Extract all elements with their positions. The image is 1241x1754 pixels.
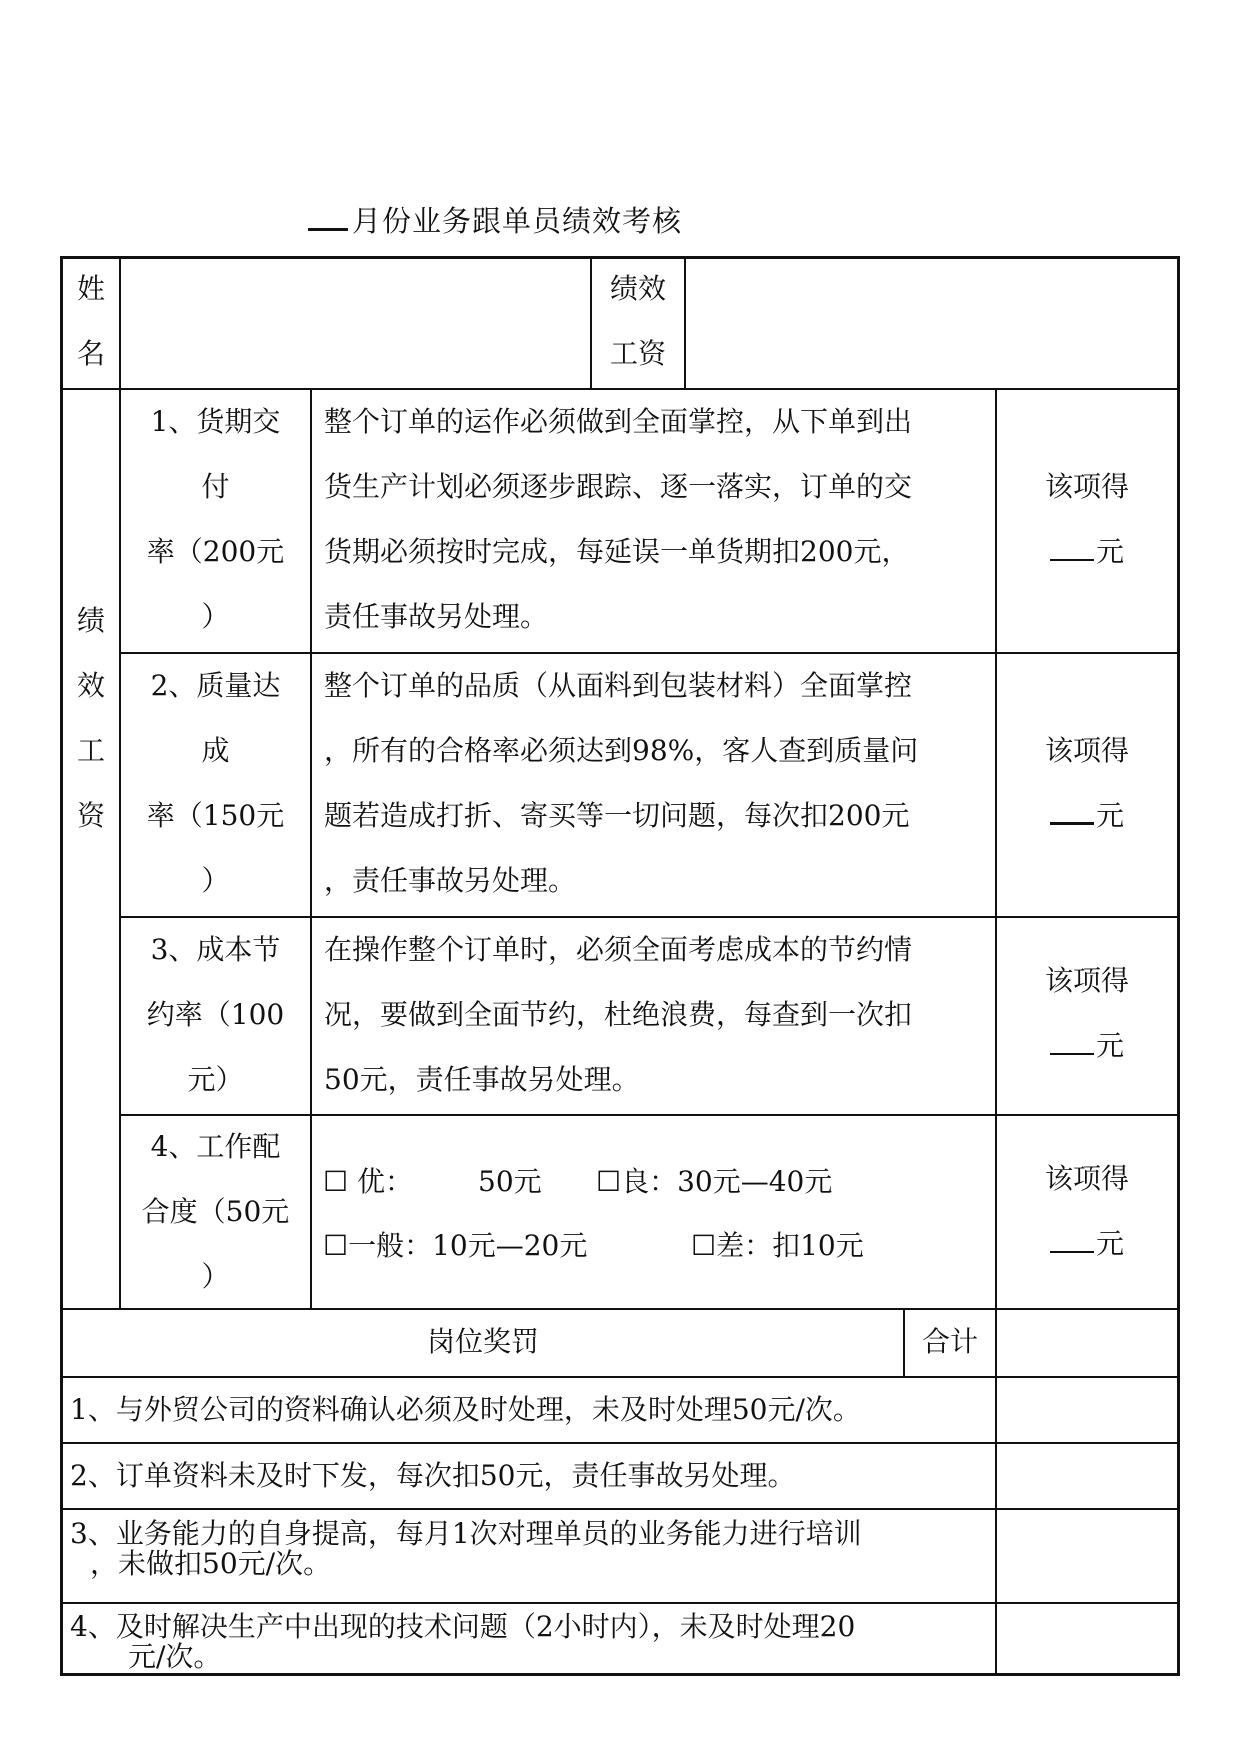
desc-line: 责任事故另处理。 xyxy=(324,600,549,633)
option-average[interactable]: ☐一般：10元—20元 xyxy=(323,1229,588,1262)
item-title-line: ） xyxy=(201,1260,230,1293)
divider xyxy=(60,1508,1180,1510)
reward-row xyxy=(70,1612,990,1672)
divider xyxy=(60,1602,1180,1604)
item-title xyxy=(121,653,310,916)
score-label: 该项得 xyxy=(1044,470,1129,503)
reward-text: 3、业务能力的自身提高，每月1次对理单员的业务能力进行培训 xyxy=(70,1517,862,1550)
item-score xyxy=(997,1146,1177,1278)
reward-row xyxy=(70,1519,990,1599)
salary-label-line: 工资 xyxy=(609,337,666,370)
score-value[interactable] xyxy=(997,519,1177,584)
border-right xyxy=(1177,256,1180,1676)
score-unit: 元 xyxy=(1095,1029,1124,1062)
rewards-header: 岗位奖罚 xyxy=(426,1325,539,1358)
score-label: 该项得 xyxy=(1044,964,1129,997)
border-bottom xyxy=(60,1673,1180,1676)
reward-row xyxy=(70,1377,990,1442)
score-unit: 元 xyxy=(1095,799,1124,832)
section-label-char: 资 xyxy=(76,799,105,832)
reward-text: 元/次。 xyxy=(128,1640,222,1673)
section-label-char: 绩 xyxy=(76,604,105,637)
item-title xyxy=(121,1114,310,1308)
total-field[interactable] xyxy=(997,1309,1177,1376)
item-title-line: ） xyxy=(201,864,230,897)
item-title-line: 4、工作配 xyxy=(150,1130,281,1163)
section-label xyxy=(63,588,119,858)
desc-line: 50元，责任事故另处理。 xyxy=(324,1063,640,1096)
reward-text: 2、订单资料未及时下发，每次扣50元，责任事故另处理。 xyxy=(70,1459,796,1492)
reward-text: 1、与外贸公司的资料确认必须及时处理，未及时处理50元/次。 xyxy=(70,1393,861,1426)
item-title-line: 2、质量达 xyxy=(150,669,281,702)
month-blank xyxy=(308,200,348,231)
option-poor[interactable]: ☐差：扣10元 xyxy=(691,1229,864,1262)
score-blank xyxy=(1050,1027,1094,1055)
item-title-line: 率（150元 xyxy=(146,799,285,832)
desc-line: 货生产计划必须逐步跟踪、逐一落实，订单的交 xyxy=(324,470,913,503)
item-title-line: 成 xyxy=(201,734,230,767)
item-description xyxy=(324,917,994,1114)
section-label-char: 工 xyxy=(76,734,105,767)
score-blank xyxy=(1050,1225,1094,1253)
salary-label xyxy=(592,256,684,388)
desc-line: ，所有的合格率必须达到98%，客人查到质量问 xyxy=(324,734,919,767)
desc-line: 在操作整个订单时，必须全面考虑成本的节约情 xyxy=(324,933,913,966)
score-blank xyxy=(1050,533,1094,561)
name-label xyxy=(63,256,119,388)
salary-label-line: 绩效 xyxy=(609,272,666,305)
desc-line: 整个订单的运作必须做到全面掌控，从下单到出 xyxy=(324,405,913,438)
reward-row xyxy=(70,1443,990,1508)
total-label: 合计 xyxy=(921,1325,978,1358)
desc-line: ，责任事故另处理。 xyxy=(324,864,577,897)
desc-line: 题若造成打折、寄买等一切问题，每次扣200元 xyxy=(324,799,910,832)
divider xyxy=(310,389,312,1309)
score-label: 该项得 xyxy=(1044,1162,1129,1195)
item-title-line: ） xyxy=(201,600,230,633)
option-excellent[interactable] xyxy=(323,1162,413,1202)
name-label-line: 姓 xyxy=(76,272,105,305)
desc-line: 货期必须按时完成，每延误一单货期扣200元， xyxy=(324,535,910,568)
item-description xyxy=(324,389,994,652)
name-label-line: 名 xyxy=(76,337,105,370)
score-value[interactable] xyxy=(997,1013,1177,1078)
desc-line: 整个订单的品质（从面料到包装材料）全面掌控 xyxy=(324,669,913,702)
item-title xyxy=(121,389,310,652)
option-excellent-label: ☐ 优： xyxy=(323,1165,414,1198)
section-label-char: 效 xyxy=(76,669,105,702)
item-title-line: 合度（50元 xyxy=(141,1195,290,1228)
item-score xyxy=(997,454,1177,586)
item-score xyxy=(997,948,1177,1080)
item-title-line: 元） xyxy=(187,1063,244,1096)
item-title-line: 约率（100 xyxy=(146,998,285,1031)
item-description xyxy=(324,653,994,916)
item-score xyxy=(997,718,1177,850)
score-value[interactable] xyxy=(997,1211,1177,1276)
item-title-line: 3、成本节 xyxy=(150,933,281,966)
reward-text: 4、及时解决生产中出现的技术问题（2小时内），未及时处理20 xyxy=(70,1610,856,1643)
page-title xyxy=(308,200,682,241)
option-good[interactable]: ☐良：30元—40元 xyxy=(596,1165,833,1198)
option-excellent-value: 50元 xyxy=(478,1165,542,1198)
item-title-line: 1、货期交 xyxy=(150,405,281,438)
reward-text: ，未做扣50元/次。 xyxy=(90,1547,332,1580)
item-title xyxy=(121,917,310,1114)
name-field[interactable] xyxy=(121,259,590,388)
desc-line: 况，要做到全面节约，杜绝浪费，每查到一次扣 xyxy=(324,998,913,1031)
evaluation-table xyxy=(60,256,1180,1676)
score-blank xyxy=(1050,796,1094,825)
score-value[interactable] xyxy=(997,783,1177,848)
item-title-line: 付 xyxy=(201,470,230,503)
score-label: 该项得 xyxy=(1044,734,1129,767)
item-title-line: 率（200元 xyxy=(146,535,285,568)
score-unit: 元 xyxy=(1095,535,1124,568)
border-left xyxy=(60,256,63,1676)
title-text: 月份业务跟单员绩效考核 xyxy=(352,204,683,238)
score-unit: 元 xyxy=(1095,1227,1124,1260)
salary-field[interactable] xyxy=(686,259,1177,388)
